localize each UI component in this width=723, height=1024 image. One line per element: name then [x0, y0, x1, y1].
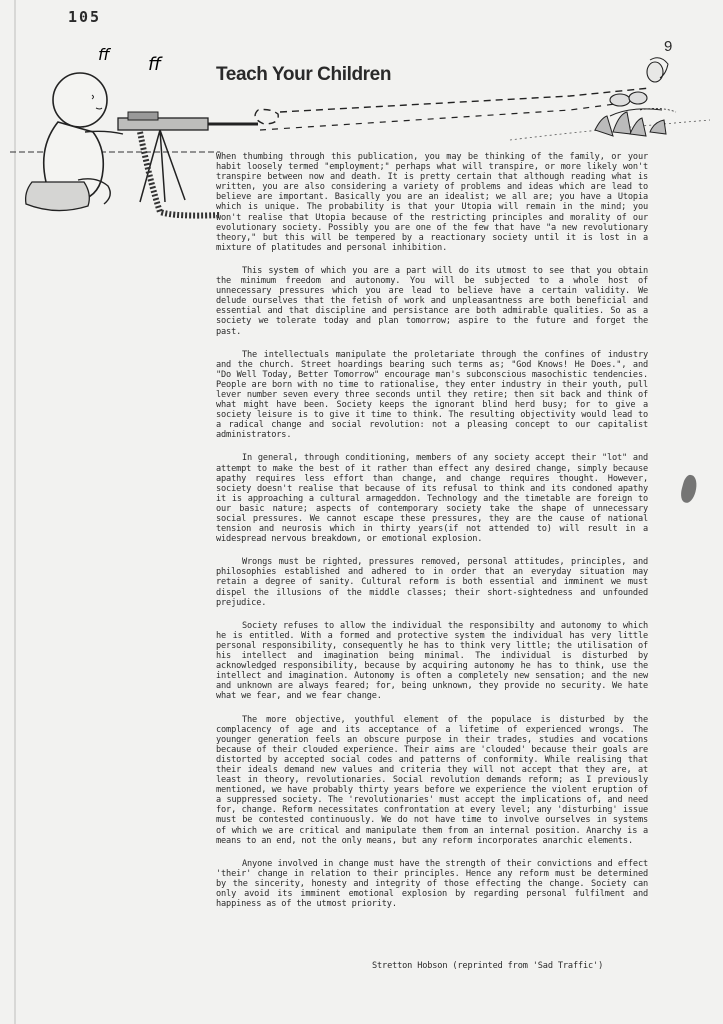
ink-smudge [679, 474, 700, 505]
paragraph-7: The more objective, youthful element of the populace is disturbed by the complacency of age and its acceptance of a lifetime of experienced wrongs. The younger generation feels an obscure purpose in their trades, studies and vocations because of their clouded experience. Their aims are 'clouded' because their goals are distorted by accepted social codes and patterns of conformity. While realising that their ideals demand new values and criteria they will not accept that they are, at least in theory, revolutionaries. Social revolution demands reform; as I previously mentioned, we have probably thirty years before we experience the violent eruption of a suppressed society. The 'revolutionaries' must accept the implications of, and need for, change. Reform necessitates confrontation at every level; any 'disturbing' issue must be contested continuously. We do not have time to involve ourselves in systems of which we are critical and manipulate them from an internal position. Anarchy is a means to an end, not the only means, but any reform incorporates anarchic elements. [216, 714, 648, 846]
fleeing-figures-icon [595, 58, 676, 136]
paragraph-1: When thumbing through this publication, you may be thinking of the family, or your habit loosely termed "employment;" perhaps what will transpire, or more likely won't transpire between now and death. It is pretty certain that although reading what is written, you are also considering a variety of problems and ideas which are lead to believe are important. Basically you are an idealist; we all are; you have a Utopia which is unique. The probability is that your Utopia will remain in the mind; you won't realise that Utopia because of the restricting principles and morality of our evolutionary society. Possibly you are one of the few that have "a new revolutionary theory," but this will be tempered by a reactionary society until it is lost in a mixture of platitudes and personal inhibition. [216, 152, 648, 253]
page-number-left: 105 [68, 8, 102, 26]
bullet-trajectory [255, 88, 650, 124]
paragraph-6: Society refuses to allow the individual the responsibilty and autonomy to which he is entitled. With a formed and protective system the individual has very little personal responsibility, consequently he has to think very little; the utilisation of his intellect and imagination being minimal. The individual is disturbed by acknowledged responsibility, because by acquiring autonomy he has to think, use the intellect and imagination. Autonomy is often a completely new sensation; and the new and unknown are always feared; for, being unknown, they provide no security. We hate what we fear, and we fear change. [216, 620, 648, 702]
ammo-belt-icon [140, 132, 220, 216]
paragraph-2: This system of which you are a part will do its utmost to see that you obtain the minimum freedom and autonomy. You will be subjected to a whole host of unnecessary pressures which you are lead to believe have a certain validity. We delude ourselves that the fetish of work and unpleasantness are both beneficial and essential and that discipline and persistance are both admirable qualities. So as a society we tolerate today and plan tomorrow; aspire to the future and forget the past. [216, 265, 648, 337]
potty-icon [26, 182, 90, 211]
page-number-right: 9 [664, 38, 673, 55]
flying-glyphs-right: ff [148, 54, 161, 75]
paragraph-5: Wrongs must be righted, pressures removed, personal attitudes, principles, and philosophies established and adhered to in order that an everyday situation may retain a degree of sanity. Cultural reform is both essential and imminent we must dispel the illusions of the middle classes; their short-sightedness and unfounded prejudice. [216, 557, 648, 608]
article-body [216, 152, 648, 922]
baby-head-icon [53, 73, 107, 127]
paragraph-3: The intellectuals manipulate the proletariate through the confines of industry and the church. Street hoardings bearing such terms as; "God Knows! He Does.", and "Do Well Today, Better Tomorrow" encourage man's subconscious masochistic tendencies. People are born with no time to rationalise, they enter industry in their youth, pull lever number seven every three seconds until they retire; then sit back and think of what might have been. Society keeps the ignorant blind herd busy; for to give a society leisure is to give it time to think. The resulting objectivity would lead to a radical change and social revolution: not a pleasing concept to our capitalist administrators. [216, 349, 648, 441]
page-title: Teach Your Children [216, 64, 392, 85]
paragraph-4: In general, through conditioning, members of any society accept their "lot" and attempt to make the best of it rather than effect any desired change, simply because apathy requires less effort than change, and change requires thought. However, society doesn't realise that because of its refusal to think and its condoned apathy it is approaching a cultural armageddon. Technology and the timetable are foreign to our basic nature; aspects of contemporary society take the shape of unnecessary social pressures. We cannot escape these pressures, they are the cause of national tension and neurosis which in thirty years(if not attended to) will result in a widespread nervous breakdown, or emotional explosion. [216, 453, 648, 545]
byline: Stretton Hobson (reprinted from 'Sad Traffic') [372, 961, 604, 971]
paragraph-8: Anyone involved in change must have the strength of their convictions and effect 'their' change in relation to their principles. Hence any reform must be determined by the sincerity, honesty and integrity of those effecting the change. Society can only avoid its imminent emotional explosion by regarding personal fulfilment and happiness as of the utmost priority. [216, 858, 648, 910]
flying-glyphs-left: ff [98, 45, 110, 64]
